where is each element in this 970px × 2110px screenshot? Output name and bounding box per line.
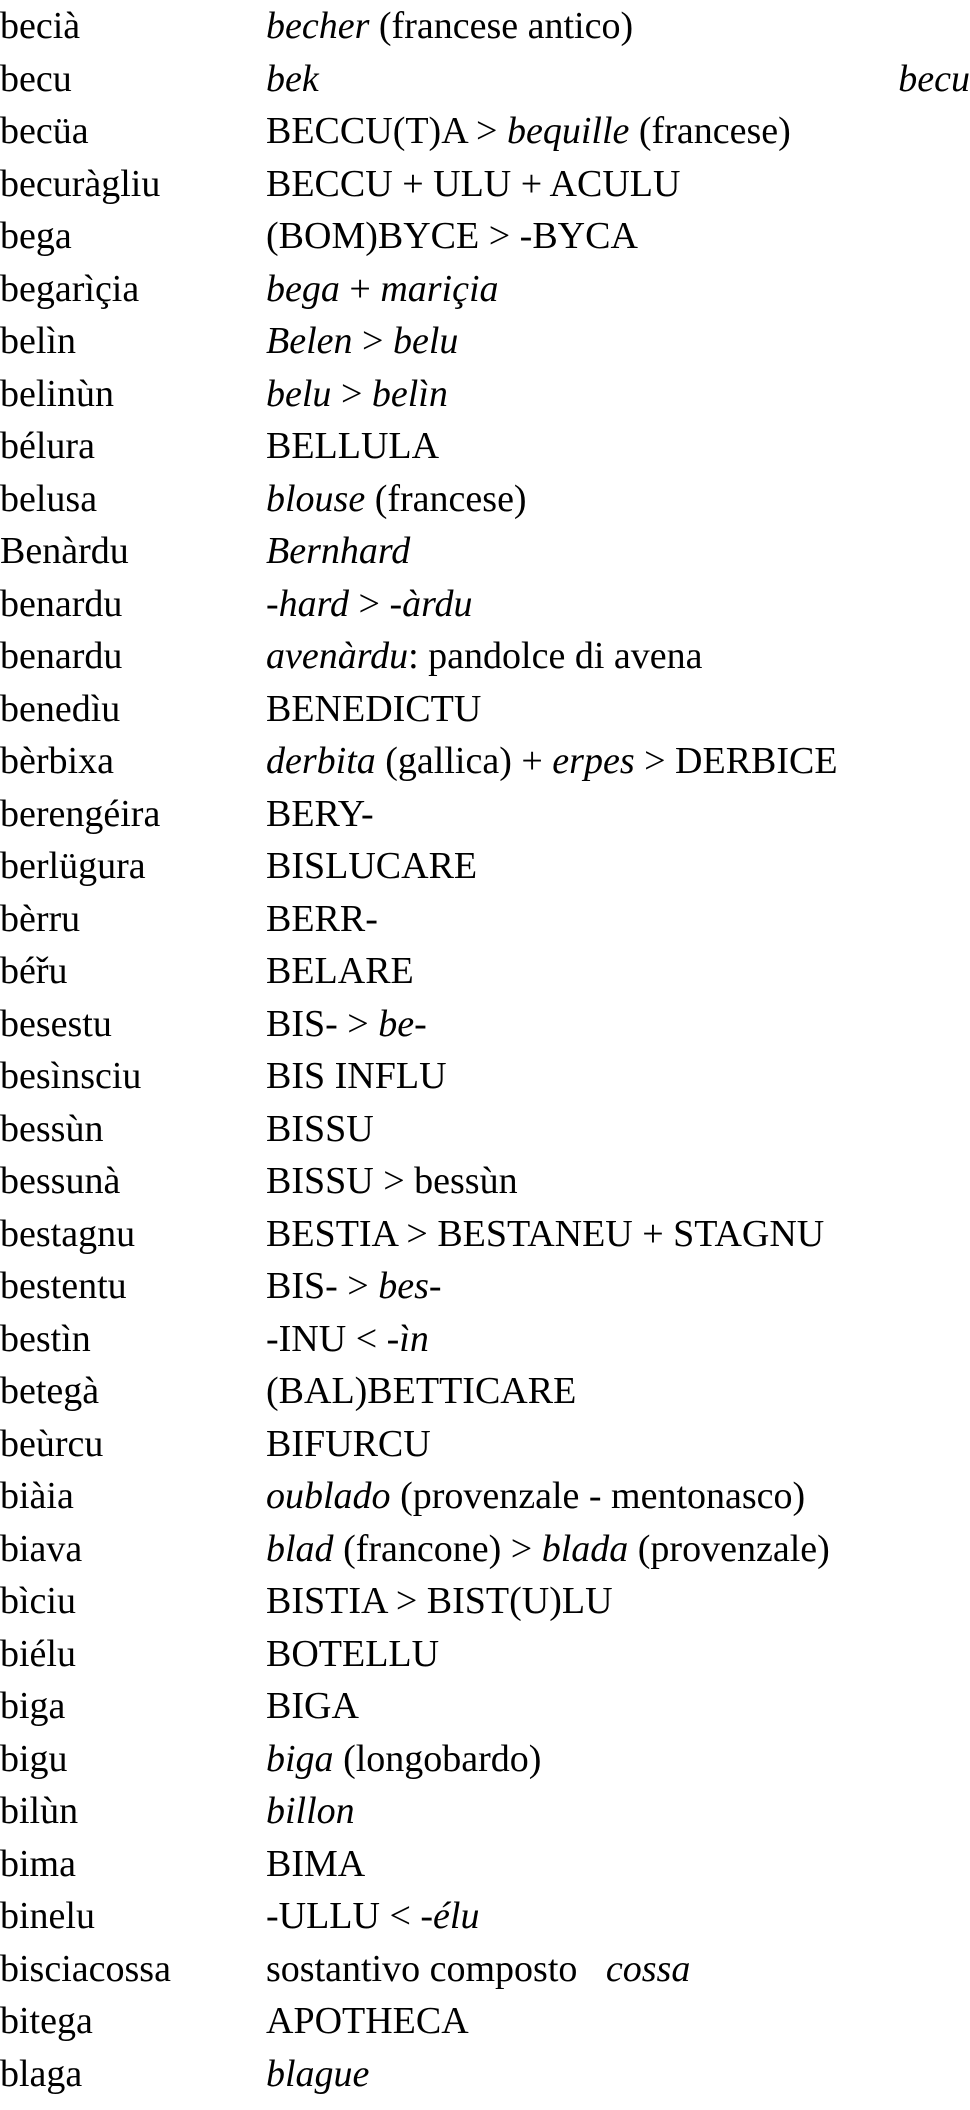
etymology-segment: > <box>331 372 372 415</box>
etymology-segment: bes- <box>378 1265 442 1307</box>
etymology-segment: belu <box>392 320 459 362</box>
glossary-entry <box>0 1313 970 1366</box>
entry-headword: belusa <box>0 477 98 520</box>
entry-etymology <box>266 1313 429 1366</box>
etymology-segment: Bernhard <box>266 530 411 572</box>
entry-etymology <box>266 315 458 368</box>
entry-headword: bitega <box>0 2000 93 2042</box>
etymology-segment: BISTIA > BIST(U)LU <box>266 1580 613 1622</box>
entry-headword: biélu <box>0 1632 76 1675</box>
etymology-segment: > <box>352 320 393 362</box>
entry-etymology <box>266 1785 355 1838</box>
entry-headword: binelu <box>0 1895 95 1937</box>
entry-headword: bigu <box>0 1737 68 1780</box>
glossary-entry <box>0 1628 970 1681</box>
entry-etymology <box>266 1838 365 1891</box>
etymology-segment: belu <box>266 372 332 415</box>
etymology-segment: mariçia <box>380 267 499 310</box>
etymology-segment: -ìn <box>386 1317 429 1360</box>
entry-headword: bima <box>0 1842 76 1885</box>
etymology-segment: + <box>339 267 381 310</box>
glossary-entry <box>0 788 970 841</box>
glossary-entry <box>0 315 970 368</box>
glossary-entry <box>0 0 970 53</box>
etymology-segment: erpes <box>552 740 635 782</box>
glossary-entry <box>0 578 970 631</box>
entry-headword: biga <box>0 1685 66 1727</box>
entry-headword: bìciu <box>0 1580 76 1622</box>
entry-etymology <box>266 210 638 263</box>
entry-etymology <box>266 2048 369 2101</box>
etymology-segment: (francese) <box>365 477 527 520</box>
entry-headword: bega <box>0 215 72 257</box>
entry-headword: benardu <box>0 582 123 625</box>
entry-etymology <box>266 1890 479 1943</box>
entry-headword: belinùn <box>0 372 114 415</box>
entry-etymology <box>266 735 838 788</box>
etymology-segment: bega <box>266 267 340 310</box>
etymology-segment: blague <box>266 2052 370 2095</box>
entry-headword: bestagnu <box>0 1212 136 1255</box>
etymology-segment: (gallica) + <box>375 740 553 782</box>
glossary-entry <box>0 1838 970 1891</box>
etymology-segment: bequille <box>507 110 630 152</box>
etymology-segment: -hard <box>266 582 350 625</box>
glossary-entry <box>0 525 970 578</box>
etymology-segment: BISSU <box>266 1107 374 1150</box>
glossary-entry <box>0 1050 970 1103</box>
glossary-entry <box>0 263 970 316</box>
entry-headword: bessùn <box>0 1107 104 1150</box>
glossary-entry <box>0 1785 970 1838</box>
entry-etymology <box>266 1995 469 2048</box>
entry-etymology <box>266 1260 442 1313</box>
glossary-entry <box>0 53 970 106</box>
entry-headword: blaga <box>0 2052 83 2095</box>
entry-headword: berlügura <box>0 845 146 887</box>
entry-etymology <box>266 998 427 1051</box>
entry-right-note: becu <box>898 57 970 100</box>
entry-headword: besìnsciu <box>0 1055 142 1097</box>
entry-etymology <box>266 1155 518 1208</box>
glossary-entry <box>0 1470 970 1523</box>
entry-etymology <box>266 1680 359 1733</box>
etymology-segment: avenàrdu <box>266 635 409 677</box>
etymology-segment: BIS INFLU <box>266 1055 447 1097</box>
glossary-entry <box>0 1943 970 1996</box>
etymology-segment: BIS- > <box>266 1265 379 1307</box>
entry-etymology <box>266 473 527 526</box>
etymology-segment: biga <box>266 1737 334 1780</box>
entry-etymology <box>266 788 374 841</box>
entry-etymology <box>266 1470 805 1523</box>
entry-headword: besestu <box>0 1002 112 1045</box>
glossary-entry <box>0 1995 970 2048</box>
entry-etymology <box>266 578 473 631</box>
entry-etymology <box>266 683 481 736</box>
glossary-entry <box>0 1208 970 1261</box>
entry-headword: benardu <box>0 635 123 677</box>
etymology-segment: -ULLU < <box>266 1895 421 1937</box>
entry-etymology <box>266 840 477 893</box>
glossary-entry <box>0 105 970 158</box>
glossary-entry <box>0 1575 970 1628</box>
etymology-segment: belìn <box>371 372 448 415</box>
glossary-entry <box>0 735 970 788</box>
entry-headword: beùrcu <box>0 1422 104 1465</box>
etymology-segment: BISSU > bessùn <box>266 1160 518 1202</box>
entry-etymology <box>266 1050 447 1103</box>
entry-etymology <box>266 1208 824 1261</box>
etymology-segment: BELLULA <box>266 425 440 467</box>
etymology-segment: blad <box>266 1527 334 1570</box>
etymology-segment: BIFURCU <box>266 1422 431 1465</box>
etymology-segment: (francese antico) <box>369 5 634 47</box>
etymology-segment: BECCU + ULU + ACULU <box>266 162 681 205</box>
entry-etymology <box>266 1943 690 1996</box>
etymology-segment: BECCU(T)A > <box>266 110 507 152</box>
etymology-segment: BERR- <box>266 897 378 940</box>
entry-etymology <box>266 420 439 473</box>
entry-etymology <box>266 158 680 211</box>
glossary-entry <box>0 1103 970 1156</box>
entry-headword: becüa <box>0 110 89 152</box>
entry-etymology <box>266 1103 374 1156</box>
entry-etymology <box>266 945 414 998</box>
glossary-entry <box>0 840 970 893</box>
etymology-segment: (francese) <box>629 110 791 152</box>
etymology-segment: sostantivo composto <box>266 1947 606 1990</box>
entry-etymology <box>266 1365 576 1418</box>
entry-headword: bilùn <box>0 1790 79 1832</box>
etymology-segment: BISLUCARE <box>266 845 478 887</box>
etymology-segment: becher <box>266 5 370 47</box>
glossary-entry <box>0 1890 970 1943</box>
entry-headword: bèrru <box>0 897 81 940</box>
etymology-segment: BESTIA > BESTANEU + STAGNU <box>266 1212 825 1255</box>
etymology-segment: -àrdu <box>389 582 473 625</box>
glossary-entry <box>0 368 970 421</box>
entry-headword: bessunà <box>0 1160 121 1202</box>
entry-etymology <box>266 0 633 53</box>
entry-headword: betegà <box>0 1370 100 1412</box>
etymology-segment: -élu <box>420 1895 480 1937</box>
etymology-segment: BIS- > <box>266 1002 379 1045</box>
glossary-entry <box>0 683 970 736</box>
entry-headword: biava <box>0 1527 83 1570</box>
entry-headword: becu <box>0 57 72 100</box>
entry-headword: becià <box>0 5 81 47</box>
etymology-segment: (BOM)BYCE > -BYCA <box>266 215 638 257</box>
etymology-segment: (francone) > <box>333 1527 542 1570</box>
entry-etymology <box>266 263 499 316</box>
etymology-segment: cossa <box>605 1947 691 1990</box>
entry-etymology <box>266 105 791 158</box>
etymology-segment: (BAL)BETTICARE <box>266 1370 577 1412</box>
glossary-entry <box>0 945 970 998</box>
glossary-entry <box>0 893 970 946</box>
glossary-entry <box>0 1733 970 1786</box>
glossary-entry <box>0 1365 970 1418</box>
entry-headword: becuràgliu <box>0 162 161 205</box>
entry-headword: benedìu <box>0 687 121 730</box>
entry-etymology <box>266 368 448 421</box>
glossary-entry <box>0 1523 970 1576</box>
glossary-entry <box>0 2048 970 2101</box>
glossary-entry <box>0 420 970 473</box>
etymology-segment: BIMA <box>266 1842 366 1885</box>
etymology-segment: billon <box>266 1790 355 1832</box>
etymology-segment: BERY- <box>266 792 374 835</box>
etymology-segment: derbita <box>266 740 376 782</box>
etymology-segment: APOTHECA <box>266 2000 469 2042</box>
entry-etymology <box>266 1733 541 1786</box>
entry-etymology <box>266 53 319 106</box>
glossary-entry <box>0 210 970 263</box>
etymology-segment: blada <box>541 1527 629 1570</box>
entry-etymology <box>266 1628 439 1681</box>
glossary-entry <box>0 1418 970 1471</box>
entry-headword: bèrbixa <box>0 740 114 782</box>
entry-headword: bélura <box>0 425 95 467</box>
etymology-segment: blouse <box>266 477 366 520</box>
etymology-segment: oublado <box>266 1475 391 1517</box>
entry-headword: bestìn <box>0 1317 91 1360</box>
entry-etymology <box>266 1575 613 1628</box>
entry-etymology <box>266 525 410 578</box>
glossary-entry <box>0 158 970 211</box>
etymology-segment: BOTELLU <box>266 1632 440 1675</box>
etymology-segment: -INU < <box>266 1317 387 1360</box>
etymology-segment: (provenzale - mentonasco) <box>390 1475 806 1517</box>
etymology-segment: : pandolce di avena <box>408 635 703 677</box>
entry-headword: biàia <box>0 1475 74 1517</box>
etymology-segment: > <box>349 582 390 625</box>
etymology-segment: Belen <box>266 320 353 362</box>
entry-headword: bisciacossa <box>0 1947 171 1990</box>
entry-headword: Benàrdu <box>0 530 129 572</box>
glossary-entry <box>0 1680 970 1733</box>
entry-headword: berengéira <box>0 792 161 835</box>
etymology-segment: (longobardo) <box>333 1737 542 1780</box>
entry-headword: belìn <box>0 320 76 362</box>
etymology-segment: > DERBICE <box>634 740 838 782</box>
entry-etymology <box>266 630 703 683</box>
glossary-entry <box>0 1260 970 1313</box>
entry-headword: béřu <box>0 950 68 992</box>
etymology-segment: BIGA <box>266 1685 359 1727</box>
glossary-entry <box>0 630 970 683</box>
entry-etymology <box>266 893 378 946</box>
entry-headword: begarìçia <box>0 267 140 310</box>
glossary-entry <box>0 1155 970 1208</box>
entry-etymology <box>266 1418 431 1471</box>
glossary-entry <box>0 473 970 526</box>
etymology-segment: BENEDICTU <box>266 687 482 730</box>
entry-headword: bestentu <box>0 1265 127 1307</box>
etymology-segment: BELARE <box>266 950 414 992</box>
entry-etymology <box>266 1523 830 1576</box>
etymology-segment: bek <box>266 57 319 100</box>
glossary-entry <box>0 998 970 1051</box>
etymology-segment: be- <box>378 1002 427 1045</box>
etymology-segment: (provenzale) <box>628 1527 830 1570</box>
